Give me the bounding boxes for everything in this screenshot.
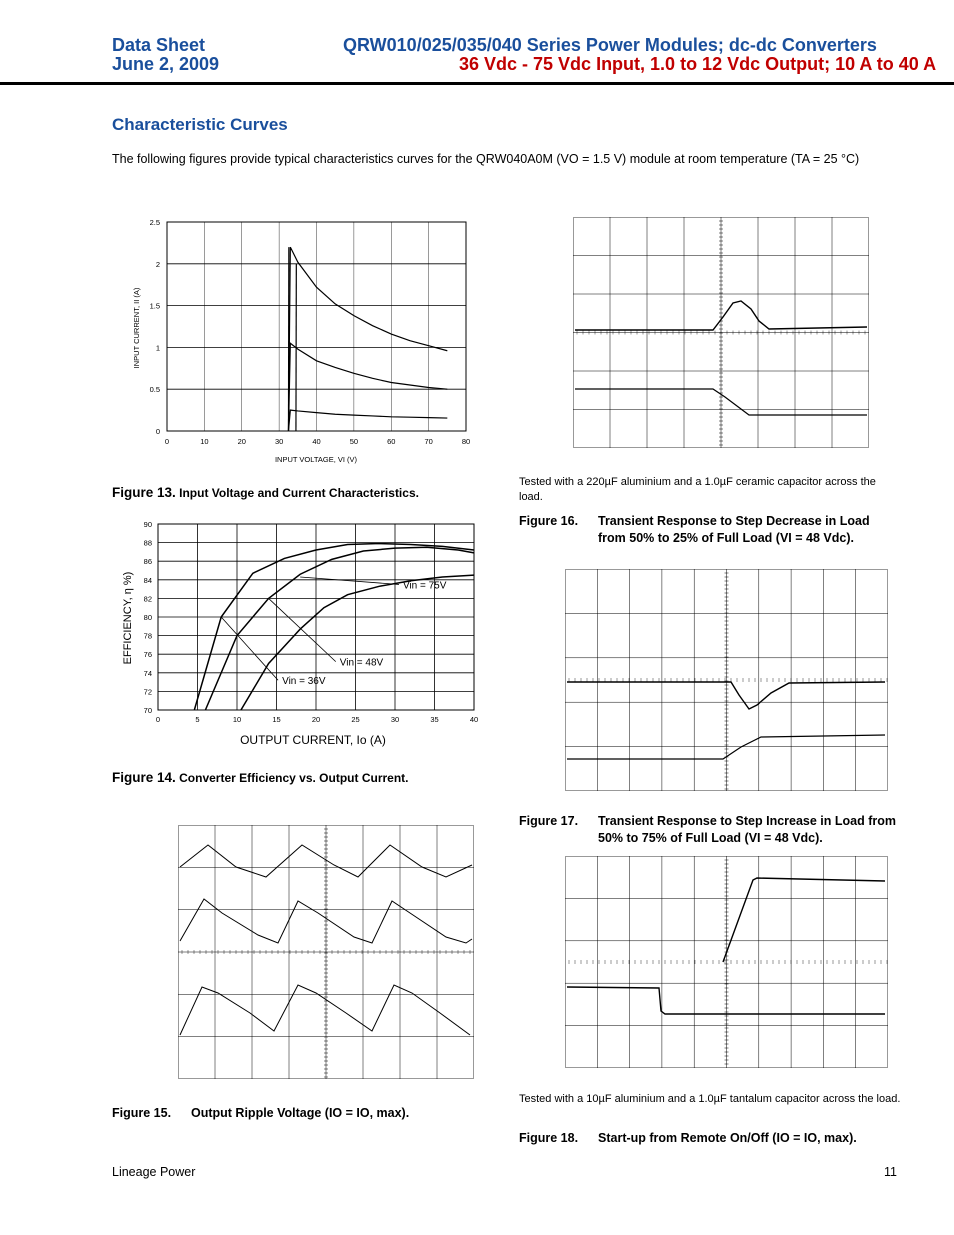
- y-tick-label: 82: [143, 594, 152, 604]
- intro-paragraph: The following figures provide typical characteristics curves for the QRW040A0M (VO = 1.5 V) module at room temperature (TA = 25 °C): [112, 152, 860, 166]
- series-line-1: [205, 547, 474, 710]
- fig15-caption-text: Output Ripple Voltage (IO = IO, max).: [191, 1106, 410, 1120]
- fig18-trace-rise: [723, 878, 885, 962]
- x-tick-label: 20: [311, 715, 321, 724]
- fig13-xlabel: INPUT VOLTAGE, VI (V): [274, 455, 358, 464]
- fig15-caption: [112, 1105, 492, 1125]
- y-tick-label: 0.5: [149, 385, 160, 395]
- x-tick-label: 30: [274, 437, 284, 446]
- x-tick-label: 70: [424, 437, 433, 446]
- fig17-caption-text: Transient Response to Step Increase in Load from 50% to 75% of Full Load (VI = 48 Vdc).: [598, 814, 896, 845]
- x-tick-label: 30: [390, 715, 400, 724]
- y-tick-label: 76: [143, 650, 152, 660]
- footer-company: Lineage Power: [112, 1165, 196, 1179]
- fig16-label: Figure 16.: [519, 514, 579, 528]
- fig18-label: Figure 18.: [519, 1131, 579, 1145]
- x-tick-label: 0: [164, 437, 170, 446]
- fig16-caption: [519, 513, 899, 567]
- fig18-caption-text: Start-up from Remote On/Off (IO = IO, max).: [598, 1131, 857, 1145]
- y-tick-label: 90: [143, 520, 152, 529]
- y-tick-label: 72: [143, 687, 152, 697]
- x-tick-label: 0: [155, 715, 161, 724]
- fig13-caption-text: Input Voltage and Current Characteristics.: [179, 486, 419, 500]
- chart-fig14: [118, 518, 483, 750]
- x-tick-label: 10: [232, 715, 242, 724]
- series-title: QRW010/025/035/040 Series Power Modules; dc-dc Converters: [343, 35, 877, 55]
- fig14-ylabel: EFFICIENCY, η %): [122, 571, 134, 665]
- fig14-label: Figure 14.: [112, 770, 176, 785]
- fig14-xlabel: OUTPUT CURRENT, Io (A): [240, 733, 386, 747]
- y-tick-label: 1.5: [149, 301, 160, 311]
- scope-fig17: [565, 569, 888, 791]
- header-doc-info: [112, 36, 219, 74]
- scope-fig16: [573, 217, 869, 448]
- fig17-label: Figure 17.: [519, 814, 579, 828]
- section-title: Characteristic Curves: [112, 115, 288, 134]
- fig18-note: Tested with a 10µF aluminium and a 1.0µF tantalum capacitor across the load.: [519, 1093, 901, 1105]
- y-tick-label: 74: [143, 668, 152, 678]
- annotation-leader: [300, 577, 399, 584]
- y-tick-label: 2.5: [149, 218, 160, 227]
- y-tick-label: 88: [143, 538, 152, 548]
- fig18-caption: [519, 1130, 909, 1150]
- series-annotation-0: Vin = 75V: [402, 580, 447, 592]
- y-tick-label: 2: [155, 259, 160, 269]
- x-tick-label: 35: [430, 715, 439, 724]
- y-tick-label: 78: [143, 631, 152, 641]
- fig13-ylabel: INPUT CURRENT, II (A): [132, 287, 141, 369]
- y-tick-label: 70: [143, 706, 152, 715]
- y-tick-label: 0: [155, 427, 160, 436]
- y-tick-label: 80: [143, 613, 152, 622]
- series-line-2: [241, 575, 474, 710]
- x-tick-label: 25: [351, 715, 360, 724]
- series-line-0: [194, 544, 474, 710]
- fig13-label: Figure 13.: [112, 485, 176, 500]
- doc-type: Data Sheet: [112, 35, 206, 55]
- series-subtitle: 36 Vdc - 75 Vdc Input, 1.0 to 12 Vdc Output; 10 A to 40 A: [459, 54, 937, 74]
- fig18-trace-drop: [567, 987, 885, 1014]
- y-tick-label: 86: [143, 557, 152, 567]
- fig16-note: Tested with a 220µF aluminium and a 1.0µF ceramic capacitor across the load.: [519, 476, 876, 503]
- series-line-0: [288, 247, 447, 431]
- x-tick-label: 15: [272, 715, 281, 724]
- fig17-caption: [519, 813, 899, 849]
- scope-fig15: [178, 825, 474, 1079]
- annotation-leader: [221, 617, 278, 680]
- x-tick-label: 60: [387, 437, 396, 446]
- fig14-caption: [112, 770, 409, 785]
- fig16-caption-text: Transient Response to Step Decrease in Load from 50% to 25% of Full Load (VI = 48 Vdc).: [598, 514, 870, 545]
- fig17-trace-lower: [567, 735, 885, 759]
- x-tick-label: 10: [200, 437, 209, 446]
- series-annotation-2: Vin = 36V: [282, 676, 326, 688]
- fig15-label: Figure 15.: [112, 1106, 172, 1120]
- x-tick-label: 20: [237, 437, 246, 446]
- header-rule: [0, 82, 954, 85]
- series-line-2: [288, 410, 447, 431]
- fig15-trace-3: [180, 985, 470, 1035]
- x-tick-label: 40: [312, 437, 321, 446]
- doc-date: June 2, 2009: [112, 54, 220, 74]
- x-tick-label: 50: [349, 437, 359, 446]
- fig13-caption: [112, 485, 419, 500]
- page-number: 11: [884, 1165, 897, 1179]
- y-tick-label: 84: [143, 575, 152, 585]
- fig14-caption-text: Converter Efficiency vs. Output Current.: [179, 771, 409, 785]
- y-tick-label: 1: [155, 343, 160, 353]
- x-tick-label: 5: [195, 715, 200, 724]
- chart-fig13: [125, 212, 480, 474]
- scope-fig18: [565, 856, 888, 1068]
- series-annotation-1: Vin = 48V: [339, 657, 384, 669]
- x-tick-label: 80: [461, 437, 471, 446]
- x-tick-label: 40: [469, 715, 479, 724]
